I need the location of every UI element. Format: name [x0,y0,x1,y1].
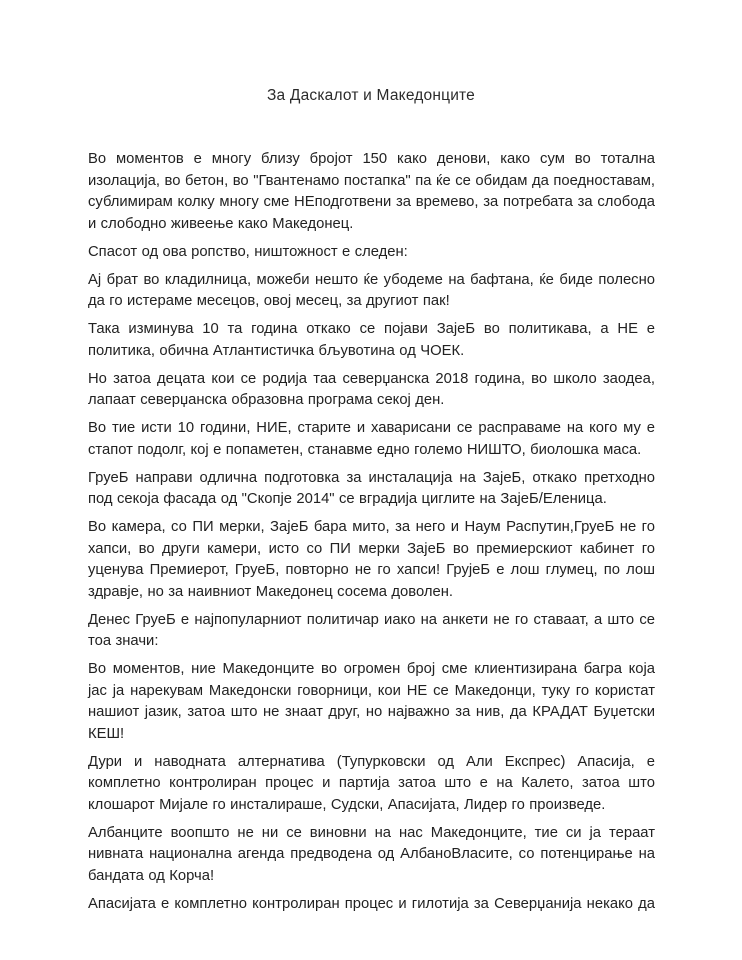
paragraph: Ај брат во кладилница, можеби нешто ќе убодеме на бафтана, ќе биде полесно да го истераме месецов, овој месец, за другиот пак! [88,271,655,309]
paragraph: Албанците воопшто не ни се виновни на нас Македонците, тие си ја тераат нивната национална агенда предводена од АлбаноВласите, со потенцирање на бандата од Корча! [88,824,655,884]
paragraph: Дури и наводната алтернатива (Тупурковски од Али Експрес) Апасија, е комплетно контролиран процес и партија затоа што е на Калето, затоа што клошарот Мијале го инсталираше, Судски, Апасијата, Лидер го произведе. [88,753,655,813]
paragraph: Во тие исти 10 години, НИЕ, старите и хаварисани се расправаме на кого му е стапот подолг, кој е попаметен, станавме едно големо НИШТО, биолошка маса. [88,420,655,458]
document-body [88,149,655,915]
paragraph: Денес ГруеБ е најпопуларниот политичар иако на анкети не го ставаат, а што се тоа значи: [88,611,655,649]
paragraph: Така изминува 10 та година откако се појави ЗајеБ во политикава, а НЕ е политика, обична Атлантистичка бљувотина од ЧОЕК. [88,321,655,359]
paragraph: Во моментов е многу близу бројот 150 како денови, како сум во тотална изолација, во бетон, во "Гвантенамо постапка" па ќе се обидам да поедноставам, сублимирам колку многу сме НЕподготвени за времево, за потребата за слобода и слободно живеење како Македонец. [88,151,655,232]
paragraph: Апасијата е комплетно контролиран процес и гилотија за Северџанија некако да [88,895,655,912]
paragraph: Во моментов, ние Македонците во огромен број сме клиентизирана багра која јас ја нарекувам Македонски говорници, кои НЕ се Македонци, туку го користат нашиот јазик, затоа што не знаат друг, но најважно за нив, да КРАДАТ Буџетски КЕШ! [88,661,655,742]
paragraph: Но затоа децата кои се родија таа северџанска 2018 година, во школо заодеа, лапаат северџанска образовна програма секој ден. [88,370,655,408]
paragraph: ГруеБ направи одлична подготовка за инсталација на ЗајеБ, откако претходно под секоја фасада од "Скопје 2014" се вградија циглите на ЗајеБ/Еленица. [88,469,655,507]
paragraph: Спасот од ова ропство, ништожност е следен: [88,243,408,260]
document-title: За Даскалот и Македонците [266,87,475,104]
paragraph: Во камера, со ПИ мерки, ЗајеБ бара мито, за него и Наум Распутин,ГруеБ не го хапси, во други камери, исто со ПИ мерки ЗајеБ во премиерскиот кабинет го уценува Премиерот, ГруеБ, повторно не го хапси! ГрујеБ е лош глумец, по лош здравје, но за наивниот Македонец сосема доволен. [88,519,655,600]
